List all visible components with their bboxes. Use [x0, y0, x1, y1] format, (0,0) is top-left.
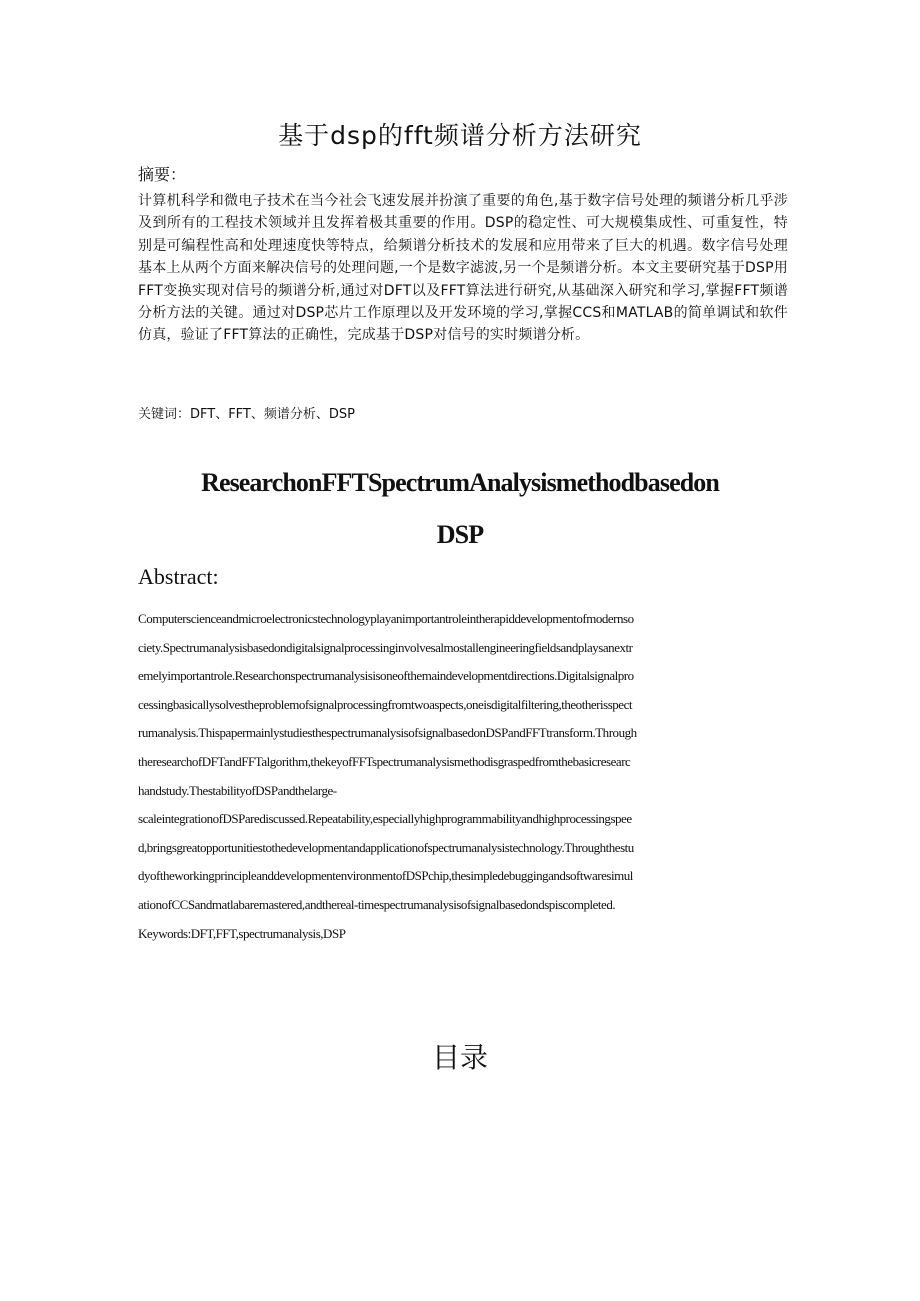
document-title-zh: 基于dsp的fft频谱分析方法研究 [278, 121, 642, 150]
abstract-en-line: rumanalysis.ThispapermainlystudiesthespectrumanalysisofsignalbasedonDSPandFFTtransform.Through [138, 725, 637, 741]
abstract-en-line: emelyimportantrole.Researchonspectrumanalysisisoneofthemaindevelopmentdirections.Digitalsignalpro [138, 668, 634, 684]
keywords-zh: 关键词：DFT、FFT、频谱分析、DSP [138, 407, 355, 422]
abstract-body-zh: 计算机科学和微电子技术在当今社会飞速发展并扮演了重要的角色,基于数字信号处理的频谱分析几乎涉及到所有的工程技术领域并且发挥着极其重要的作用。DSP的稳定性、可大规模集成性、可重复性，特别是可编程性高和处理速度快等特点，给频谱分析技术的发展和应用带来了巨大的机遇。数字信号处理基本上从两个方面来解决信号的处理问题,一个是数字滤波,另一个是频谱分析。本文主要研究基于DSP用FFT变换实现对信号的频谱分析,通过对DFT以及FFT算法进行研究,从基础深入研究和学习,掌握FFT频谱分析方法的关键。通过对DSP芯片工作原理以及开发环境的学习,掌握CCS和MATLAB的简单调试和软件仿真，验证了FFT算法的正确性，完成基于DSP对信号的实时频谱分析。 [138, 193, 788, 344]
abstract-en-line: dyoftheworkingprincipleanddevelopmentenvironmentofDSPchip,thesimpledebuggingandsoftwaresimul [138, 868, 633, 884]
abstract-en-line: Computerscienceandmicroelectronicstechnologyplayanimportantroleintherapiddevelopmentofmodernso [138, 611, 634, 626]
abstract-en-line: handstudy.ThestabilityofDSPandthelarge- [138, 782, 337, 798]
abstract-en-line: theresearchofDFTandFFTalgorithm,thekeyofFFTspectrumanalysismethodisgraspedfromthebasicresearc [138, 753, 631, 769]
abstract-label-zh: 摘要： [138, 165, 187, 184]
abstract-body-en [138, 605, 786, 948]
abstract-en-line: ciety.Spectrumanalysisbasedondigitalsignalprocessinginvolvesalmostallengineeringfieldsandplaysanextr [138, 639, 633, 655]
toc-heading: 目录 [431, 1041, 488, 1074]
keywords-en: Keywords:DFT,FFT,spectrumanalysis,DSP [138, 925, 346, 941]
abstract-en-line: cessingbasicallysolvestheproblemofsignalprocessingfromtwoaspects,oneisdigitalfiltering,theotherisspect [138, 696, 633, 712]
abstract-en-line: scaleintegrationofDSParediscussed.Repeatability,especiallyhighprogrammabilityandhighprocessingspee [138, 811, 632, 827]
abstract-label-en: Abstract: [138, 564, 219, 589]
abstract-en-line: d,bringsgreatopportunitiestothedevelopmentandapplicationofspectrumanalysistechnology.Throughthestu [138, 839, 634, 855]
abstract-en-line: ationofCCSandmatlabaremastered,andthereal-timespectrumanalysisofsignalbasedondspiscompleted. [138, 896, 616, 912]
title-en-line-1: ResearchonFFTSpectrumAnalysismethodbasedon [201, 468, 719, 497]
title-en-line-2: DSP [436, 520, 484, 549]
document-title-en [120, 457, 800, 561]
